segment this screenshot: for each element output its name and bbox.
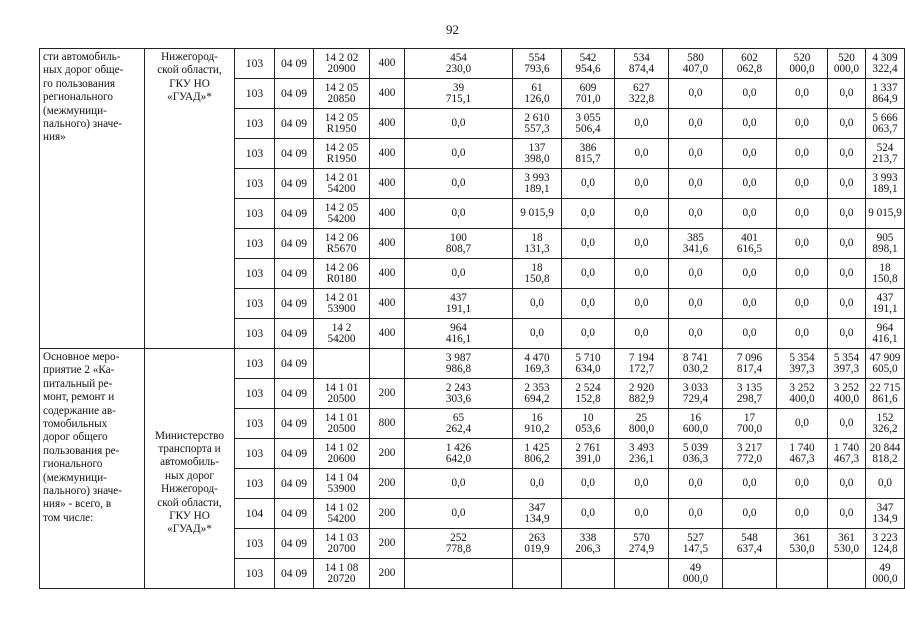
cell-y2019 <box>723 559 777 589</box>
cell-grbs: 103 <box>235 439 275 469</box>
cell-y2014: 454 230,0 <box>405 49 513 79</box>
cell-target-article: 14 2 54200 <box>314 319 370 349</box>
cell-total: 22 715 861,6 <box>866 379 905 409</box>
cell-y2019: 0,0 <box>723 139 777 169</box>
cell-section: 04 09 <box>275 409 314 439</box>
cell-y2014: 0,0 <box>405 469 513 499</box>
cell-y2016: 0,0 <box>562 319 615 349</box>
cell-y2017: 0,0 <box>615 229 669 259</box>
cell-section: 04 09 <box>275 439 314 469</box>
cell-y2018: 8 741 030,2 <box>669 349 723 379</box>
cell-target-article: 14 1 08 20720 <box>314 559 370 589</box>
cell-y2016: 0,0 <box>562 469 615 499</box>
cell-y2016: 5 710 634,0 <box>562 349 615 379</box>
cell-y2020: 0,0 <box>777 409 828 439</box>
cell-y2014: 0,0 <box>405 169 513 199</box>
cell-y2015: 0,0 <box>513 469 562 499</box>
cell-total: 4 309 322,4 <box>866 49 905 79</box>
cell-y2019: 0,0 <box>723 469 777 499</box>
table-row <box>40 349 905 379</box>
cell-target-article: 14 2 05 54200 <box>314 199 370 229</box>
cell-y2020: 0,0 <box>777 109 828 139</box>
cell-target-article: 14 1 04 53900 <box>314 469 370 499</box>
cell-grbs: 103 <box>235 199 275 229</box>
cell-y2021: 3 252 400,0 <box>828 379 866 409</box>
cell-section: 04 09 <box>275 169 314 199</box>
cell-y2020: 0,0 <box>777 79 828 109</box>
cell-target-article: 14 1 01 20500 <box>314 379 370 409</box>
cell-y2020: 520 000,0 <box>777 49 828 79</box>
cell-y2017: 0,0 <box>615 289 669 319</box>
cell-y2019: 0,0 <box>723 109 777 139</box>
cell-y2015: 0,0 <box>513 319 562 349</box>
cell-y2015: 347 134,9 <box>513 499 562 529</box>
cell-total: 1 337 864,9 <box>866 79 905 109</box>
cell-y2016: 0,0 <box>562 169 615 199</box>
cell-y2014: 964 416,1 <box>405 319 513 349</box>
cell-y2015: 4 470 169,3 <box>513 349 562 379</box>
cell-target-article: 14 1 01 20500 <box>314 409 370 439</box>
cell-grbs: 103 <box>235 559 275 589</box>
cell-grbs: 103 <box>235 349 275 379</box>
cell-y2015: 0,0 <box>513 289 562 319</box>
cell-y2017: 0,0 <box>615 199 669 229</box>
cell-target-article: 14 2 06 R0180 <box>314 259 370 289</box>
cell-y2014: 39 715,1 <box>405 79 513 109</box>
cell-y2020: 0,0 <box>777 499 828 529</box>
cell-y2016: 542 954,6 <box>562 49 615 79</box>
cell-target-article: 14 2 01 53900 <box>314 289 370 319</box>
cell-total: 524 213,7 <box>866 139 905 169</box>
cell-grbs: 103 <box>235 469 275 499</box>
cell-section: 04 09 <box>275 199 314 229</box>
cell-total: 20 844 818,2 <box>866 439 905 469</box>
cell-y2014: 252 778,8 <box>405 529 513 559</box>
cell-y2019: 0,0 <box>723 79 777 109</box>
cell-y2016: 3 055 506,4 <box>562 109 615 139</box>
cell-section: 04 09 <box>275 139 314 169</box>
cell-section: 04 09 <box>275 49 314 79</box>
cell-y2014: 100 808,7 <box>405 229 513 259</box>
cell-expense-type: 400 <box>370 49 405 79</box>
cell-total: 3 993 189,1 <box>866 169 905 199</box>
cell-y2015: 16 910,2 <box>513 409 562 439</box>
cell-y2014: 0,0 <box>405 499 513 529</box>
cell-y2015: 2 610 557,3 <box>513 109 562 139</box>
cell-y2020: 0,0 <box>777 139 828 169</box>
cell-y2020: 0,0 <box>777 289 828 319</box>
cell-y2019: 17 700,0 <box>723 409 777 439</box>
cell-y2021: 0,0 <box>828 319 866 349</box>
cell-y2014: 0,0 <box>405 199 513 229</box>
cell-y2018: 16 600,0 <box>669 409 723 439</box>
cell-total: 3 223 124,8 <box>866 529 905 559</box>
cell-y2018: 0,0 <box>669 139 723 169</box>
cell-y2016: 0,0 <box>562 259 615 289</box>
cell-y2021: 0,0 <box>828 229 866 259</box>
cell-expense-type: 400 <box>370 139 405 169</box>
cell-expense-type <box>370 349 405 379</box>
cell-y2014: 65 262,4 <box>405 409 513 439</box>
cell-expense-type: 200 <box>370 559 405 589</box>
cell-y2016: 609 701,0 <box>562 79 615 109</box>
cell-expense-type: 800 <box>370 409 405 439</box>
cell-section: 04 09 <box>275 259 314 289</box>
cell-y2015: 554 793,6 <box>513 49 562 79</box>
cell-y2017: 0,0 <box>615 319 669 349</box>
cell-y2020: 0,0 <box>777 469 828 499</box>
cell-expense-type: 400 <box>370 199 405 229</box>
cell-y2014: 0,0 <box>405 139 513 169</box>
cell-target-article: 14 1 02 54200 <box>314 499 370 529</box>
cell-y2021: 5 354 397,3 <box>828 349 866 379</box>
cell-y2021 <box>828 559 866 589</box>
cell-y2017: 627 322,8 <box>615 79 669 109</box>
cell-y2020: 0,0 <box>777 229 828 259</box>
cell-grbs: 103 <box>235 109 275 139</box>
cell-y2016: 0,0 <box>562 199 615 229</box>
cell-section: 04 09 <box>275 229 314 259</box>
cell-y2021: 0,0 <box>828 199 866 229</box>
cell-y2018: 0,0 <box>669 259 723 289</box>
cell-y2019: 0,0 <box>723 199 777 229</box>
cell-y2018: 385 341,6 <box>669 229 723 259</box>
cell-target-article: 14 2 02 20900 <box>314 49 370 79</box>
cell-target-article: 14 2 05 R1950 <box>314 139 370 169</box>
cell-y2017: 0,0 <box>615 259 669 289</box>
cell-y2017: 0,0 <box>615 109 669 139</box>
cell-y2014: 2 243 303,6 <box>405 379 513 409</box>
cell-y2015: 18 131,3 <box>513 229 562 259</box>
cell-y2020: 5 354 397,3 <box>777 349 828 379</box>
cell-y2019: 3 217 772,0 <box>723 439 777 469</box>
cell-y2017 <box>615 559 669 589</box>
cell-total: 347 134,9 <box>866 499 905 529</box>
cell-expense-type: 200 <box>370 529 405 559</box>
organization-blank-cell <box>145 349 235 379</box>
measure-description: Основное меро- приятие 2 «Ка- питальный ре- монт, ремонт и содержание ав- томобильных дорог общего пользования ре- гионального (межмуници- пального) значе- ния» - всего, в том числе: <box>40 349 145 589</box>
cell-total: 49 000,0 <box>866 559 905 589</box>
cell-y2014: 3 987 986,8 <box>405 349 513 379</box>
cell-y2021: 0,0 <box>828 79 866 109</box>
cell-target-article <box>314 349 370 379</box>
cell-total: 9 015,9 <box>866 199 905 229</box>
cell-y2019: 7 096 817,4 <box>723 349 777 379</box>
cell-expense-type: 400 <box>370 229 405 259</box>
cell-expense-type: 400 <box>370 109 405 139</box>
cell-section: 04 09 <box>275 529 314 559</box>
cell-total: 5 666 063,7 <box>866 109 905 139</box>
cell-y2017: 7 194 172,7 <box>615 349 669 379</box>
cell-y2019: 0,0 <box>723 169 777 199</box>
cell-y2020: 0,0 <box>777 259 828 289</box>
cell-total: 964 416,1 <box>866 319 905 349</box>
cell-section: 04 09 <box>275 559 314 589</box>
cell-y2018: 0,0 <box>669 199 723 229</box>
cell-y2014: 437 191,1 <box>405 289 513 319</box>
cell-y2021: 1 740 467,3 <box>828 439 866 469</box>
cell-y2019: 0,0 <box>723 289 777 319</box>
cell-grbs: 103 <box>235 79 275 109</box>
cell-y2018: 0,0 <box>669 169 723 199</box>
cell-y2018: 0,0 <box>669 319 723 349</box>
table-row <box>40 379 905 409</box>
cell-total: 437 191,1 <box>866 289 905 319</box>
cell-grbs: 103 <box>235 49 275 79</box>
cell-y2018: 49 000,0 <box>669 559 723 589</box>
cell-target-article: 14 2 05 R1950 <box>314 109 370 139</box>
cell-y2019: 0,0 <box>723 319 777 349</box>
cell-grbs: 103 <box>235 289 275 319</box>
cell-y2016: 2 761 391,0 <box>562 439 615 469</box>
cell-y2020: 0,0 <box>777 169 828 199</box>
cell-section: 04 09 <box>275 109 314 139</box>
cell-y2017: 2 920 882,9 <box>615 379 669 409</box>
cell-y2021: 0,0 <box>828 469 866 499</box>
cell-grbs: 104 <box>235 499 275 529</box>
cell-y2017: 3 493 236,1 <box>615 439 669 469</box>
budget-table-sheet <box>39 48 905 589</box>
cell-y2021: 0,0 <box>828 499 866 529</box>
cell-y2018: 0,0 <box>669 469 723 499</box>
measure-description: сти автомобиль- ных дорог обще- го пользования регионального (межмуници- пального) значе- ния» <box>40 49 145 349</box>
cell-expense-type: 400 <box>370 79 405 109</box>
cell-y2017: 570 274,9 <box>615 529 669 559</box>
cell-grbs: 103 <box>235 319 275 349</box>
cell-total: 905 898,1 <box>866 229 905 259</box>
cell-y2017: 0,0 <box>615 469 669 499</box>
cell-section: 04 09 <box>275 349 314 379</box>
cell-target-article: 14 1 03 20700 <box>314 529 370 559</box>
cell-expense-type: 400 <box>370 319 405 349</box>
cell-grbs: 103 <box>235 139 275 169</box>
cell-y2021: 0,0 <box>828 409 866 439</box>
cell-total: 18 150,8 <box>866 259 905 289</box>
cell-y2020: 361 530,0 <box>777 529 828 559</box>
cell-section: 04 09 <box>275 469 314 499</box>
cell-y2019: 401 616,5 <box>723 229 777 259</box>
cell-y2018: 3 033 729,4 <box>669 379 723 409</box>
page-number: 92 <box>446 22 459 37</box>
cell-y2018: 527 147,5 <box>669 529 723 559</box>
cell-y2021: 0,0 <box>828 169 866 199</box>
cell-y2015: 9 015,9 <box>513 199 562 229</box>
cell-grbs: 103 <box>235 529 275 559</box>
cell-y2020: 3 252 400,0 <box>777 379 828 409</box>
cell-grbs: 103 <box>235 259 275 289</box>
cell-grbs: 103 <box>235 379 275 409</box>
cell-y2021: 0,0 <box>828 289 866 319</box>
cell-y2017: 0,0 <box>615 169 669 199</box>
cell-y2015: 18 150,8 <box>513 259 562 289</box>
cell-y2016: 2 524 152,8 <box>562 379 615 409</box>
cell-y2016: 338 206,3 <box>562 529 615 559</box>
cell-y2019: 602 062,8 <box>723 49 777 79</box>
cell-y2019: 3 135 298,7 <box>723 379 777 409</box>
cell-y2015: 61 126,0 <box>513 79 562 109</box>
cell-expense-type: 200 <box>370 439 405 469</box>
cell-expense-type: 200 <box>370 469 405 499</box>
cell-y2016: 10 053,6 <box>562 409 615 439</box>
cell-expense-type: 400 <box>370 169 405 199</box>
cell-total: 0,0 <box>866 469 905 499</box>
cell-y2018: 0,0 <box>669 289 723 319</box>
cell-grbs: 103 <box>235 169 275 199</box>
cell-section: 04 09 <box>275 289 314 319</box>
cell-y2016 <box>562 559 615 589</box>
responsible-organization: Министерство транспорта и автомобиль- ных дорог Нижегород- ской области, ГКУ НО «ГУАД»* <box>145 379 235 589</box>
cell-y2014: 0,0 <box>405 259 513 289</box>
cell-y2021: 0,0 <box>828 139 866 169</box>
cell-y2017: 0,0 <box>615 499 669 529</box>
cell-y2021: 520 000,0 <box>828 49 866 79</box>
cell-y2021: 0,0 <box>828 259 866 289</box>
cell-y2019: 548 637,4 <box>723 529 777 559</box>
cell-y2015: 3 993 189,1 <box>513 169 562 199</box>
cell-y2015 <box>513 559 562 589</box>
budget-table <box>39 48 905 589</box>
cell-y2019: 0,0 <box>723 259 777 289</box>
cell-total: 152 326,2 <box>866 409 905 439</box>
cell-total: 47 909 605,0 <box>866 349 905 379</box>
cell-y2015: 137 398,0 <box>513 139 562 169</box>
cell-y2018: 5 039 036,3 <box>669 439 723 469</box>
cell-y2020 <box>777 559 828 589</box>
cell-section: 04 09 <box>275 379 314 409</box>
cell-section: 04 09 <box>275 499 314 529</box>
cell-y2015: 1 425 806,2 <box>513 439 562 469</box>
cell-y2018: 0,0 <box>669 109 723 139</box>
cell-target-article: 14 1 02 20600 <box>314 439 370 469</box>
cell-grbs: 103 <box>235 229 275 259</box>
budget-table-body <box>40 49 905 589</box>
cell-y2019: 0,0 <box>723 499 777 529</box>
cell-y2014 <box>405 559 513 589</box>
cell-y2020: 0,0 <box>777 199 828 229</box>
cell-section: 04 09 <box>275 319 314 349</box>
cell-y2016: 0,0 <box>562 289 615 319</box>
cell-expense-type: 200 <box>370 379 405 409</box>
cell-y2015: 263 019,9 <box>513 529 562 559</box>
cell-target-article: 14 2 06 R5670 <box>314 229 370 259</box>
cell-expense-type: 200 <box>370 499 405 529</box>
cell-y2016: 0,0 <box>562 499 615 529</box>
responsible-organization: Нижегород- ской области, ГКУ НО «ГУАД»* <box>145 49 235 349</box>
cell-section: 04 09 <box>275 79 314 109</box>
cell-y2021: 361 530,0 <box>828 529 866 559</box>
cell-target-article: 14 2 05 20850 <box>314 79 370 109</box>
cell-expense-type: 400 <box>370 259 405 289</box>
cell-y2015: 2 353 694,2 <box>513 379 562 409</box>
cell-y2020: 0,0 <box>777 319 828 349</box>
cell-y2016: 0,0 <box>562 229 615 259</box>
cell-y2020: 1 740 467,3 <box>777 439 828 469</box>
cell-y2018: 0,0 <box>669 79 723 109</box>
cell-y2014: 1 426 642,0 <box>405 439 513 469</box>
cell-y2018: 580 407,0 <box>669 49 723 79</box>
cell-expense-type: 400 <box>370 289 405 319</box>
cell-y2021: 0,0 <box>828 109 866 139</box>
table-row <box>40 49 905 79</box>
cell-y2017: 0,0 <box>615 139 669 169</box>
cell-y2017: 25 800,0 <box>615 409 669 439</box>
cell-y2014: 0,0 <box>405 109 513 139</box>
cell-y2017: 534 874,4 <box>615 49 669 79</box>
cell-y2016: 386 815,7 <box>562 139 615 169</box>
cell-y2018: 0,0 <box>669 499 723 529</box>
cell-target-article: 14 2 01 54200 <box>314 169 370 199</box>
cell-grbs: 103 <box>235 409 275 439</box>
